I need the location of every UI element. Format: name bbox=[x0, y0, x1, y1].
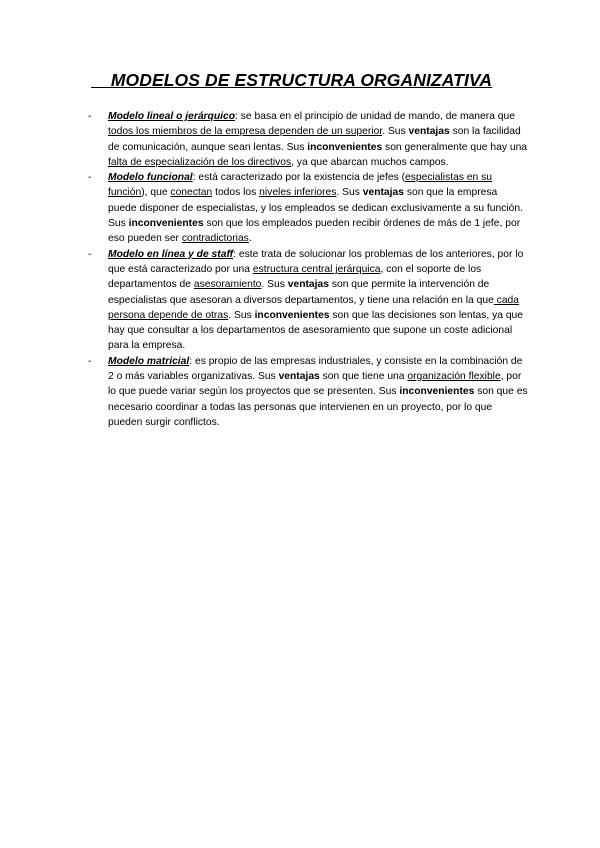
text: . Sus bbox=[228, 309, 255, 321]
text: , por lo que puede variar según los proyectos que se presenten. Sus bbox=[108, 371, 522, 398]
text: ), que bbox=[141, 187, 171, 199]
underlined-text: estructura central jerárquica bbox=[252, 263, 381, 275]
text: : es propio de las empresas industriales, y consiste en la combinación de 2 o más variables organizativas. Sus bbox=[108, 355, 523, 383]
bold-ventajas: ventajas bbox=[362, 187, 404, 199]
bold-inconvenientes: inconvenientes bbox=[399, 386, 475, 398]
text: todos los bbox=[212, 187, 260, 199]
text: son que la empresa puede disponer de especialistas, y los empleados se dedican exclusivamente a su función. Sus bbox=[108, 187, 523, 230]
underlined-text: asesoramiento bbox=[193, 279, 262, 291]
list-item-linea-staff bbox=[88, 247, 528, 354]
text: , ya que abarcan muchos campos. bbox=[291, 156, 449, 168]
text: , con el soporte de los departamentos de bbox=[108, 263, 482, 291]
underlined-text: contradictorias bbox=[181, 233, 249, 245]
bold-inconvenientes: inconvenientes bbox=[254, 309, 330, 321]
bold-ventajas: ventajas bbox=[287, 279, 329, 291]
list-dash: - bbox=[88, 111, 92, 122]
term-funcional: Modelo funcional bbox=[108, 172, 193, 184]
text: . Sus bbox=[336, 187, 363, 199]
underlined-text: conectan bbox=[170, 187, 213, 199]
text: . bbox=[248, 233, 252, 245]
term-lineal: Modelo lineal o jerárquico bbox=[108, 111, 236, 122]
underlined-text: falta de especialización de los directivos bbox=[108, 156, 292, 168]
text: . Sus bbox=[261, 279, 288, 291]
list-dash: - bbox=[88, 172, 92, 184]
bold-ventajas: ventajas bbox=[408, 126, 450, 138]
bold-ventajas: ventajas bbox=[278, 371, 320, 383]
list-dash: - bbox=[88, 355, 92, 367]
text: son generalmente que hay una bbox=[382, 141, 528, 153]
underlined-text: todos los miembros de la empresa dependen de un superior bbox=[108, 126, 383, 138]
underlined-text: especialistas en su función bbox=[108, 172, 493, 199]
list-item-funcional bbox=[88, 170, 528, 246]
text: son que los empleados pueden recibir órdenes de más de 1 jefe, por eso pueden ser bbox=[108, 218, 521, 245]
page-title: MODELOS DE ESTRUCTURA ORGANIZATIVA bbox=[91, 70, 493, 90]
underlined-text: cada persona depende de otras bbox=[108, 294, 520, 321]
bold-inconvenientes: inconvenientes bbox=[128, 218, 204, 230]
term-linea-staff: Modelo en línea y de staff bbox=[108, 248, 234, 260]
underlined-text: organización flexible bbox=[407, 371, 501, 383]
text: : este trata de solucionar los problemas de los anteriores, por lo que está caracterizado por una bbox=[108, 248, 524, 275]
underlined-text: niveles inferiores bbox=[259, 187, 337, 199]
text: : se basa en el principio de unidad de mando, de manera que bbox=[235, 111, 515, 122]
text: son que las decisiones son lentas, ya que hay que consultar a los departamentos de asesoramiento que supone un coste adicional para la empresa. bbox=[108, 309, 524, 352]
text: son que permite la intervención de especialistas que asesoran a diversos departamentos, y tiene una relación en la que bbox=[108, 279, 494, 306]
term-matricial: Modelo matricial bbox=[108, 355, 190, 367]
text: son la facilidad de comunicación, aunque sean lentas. Sus bbox=[108, 126, 521, 153]
text: . Sus bbox=[382, 126, 409, 138]
list-item-matricial bbox=[88, 354, 528, 430]
model-list bbox=[88, 109, 528, 430]
text: son que tiene una bbox=[319, 371, 408, 383]
text: : está caracterizado por la existencia de jefes ( bbox=[192, 172, 406, 184]
list-dash: - bbox=[88, 248, 92, 260]
text: son que es necesario coordinar a todas las personas que intervienen en un proyecto, por lo que pueden surgir conflictos. bbox=[108, 386, 528, 428]
list-item-lineal bbox=[88, 109, 528, 170]
bold-inconvenientes: inconvenientes bbox=[307, 141, 383, 153]
